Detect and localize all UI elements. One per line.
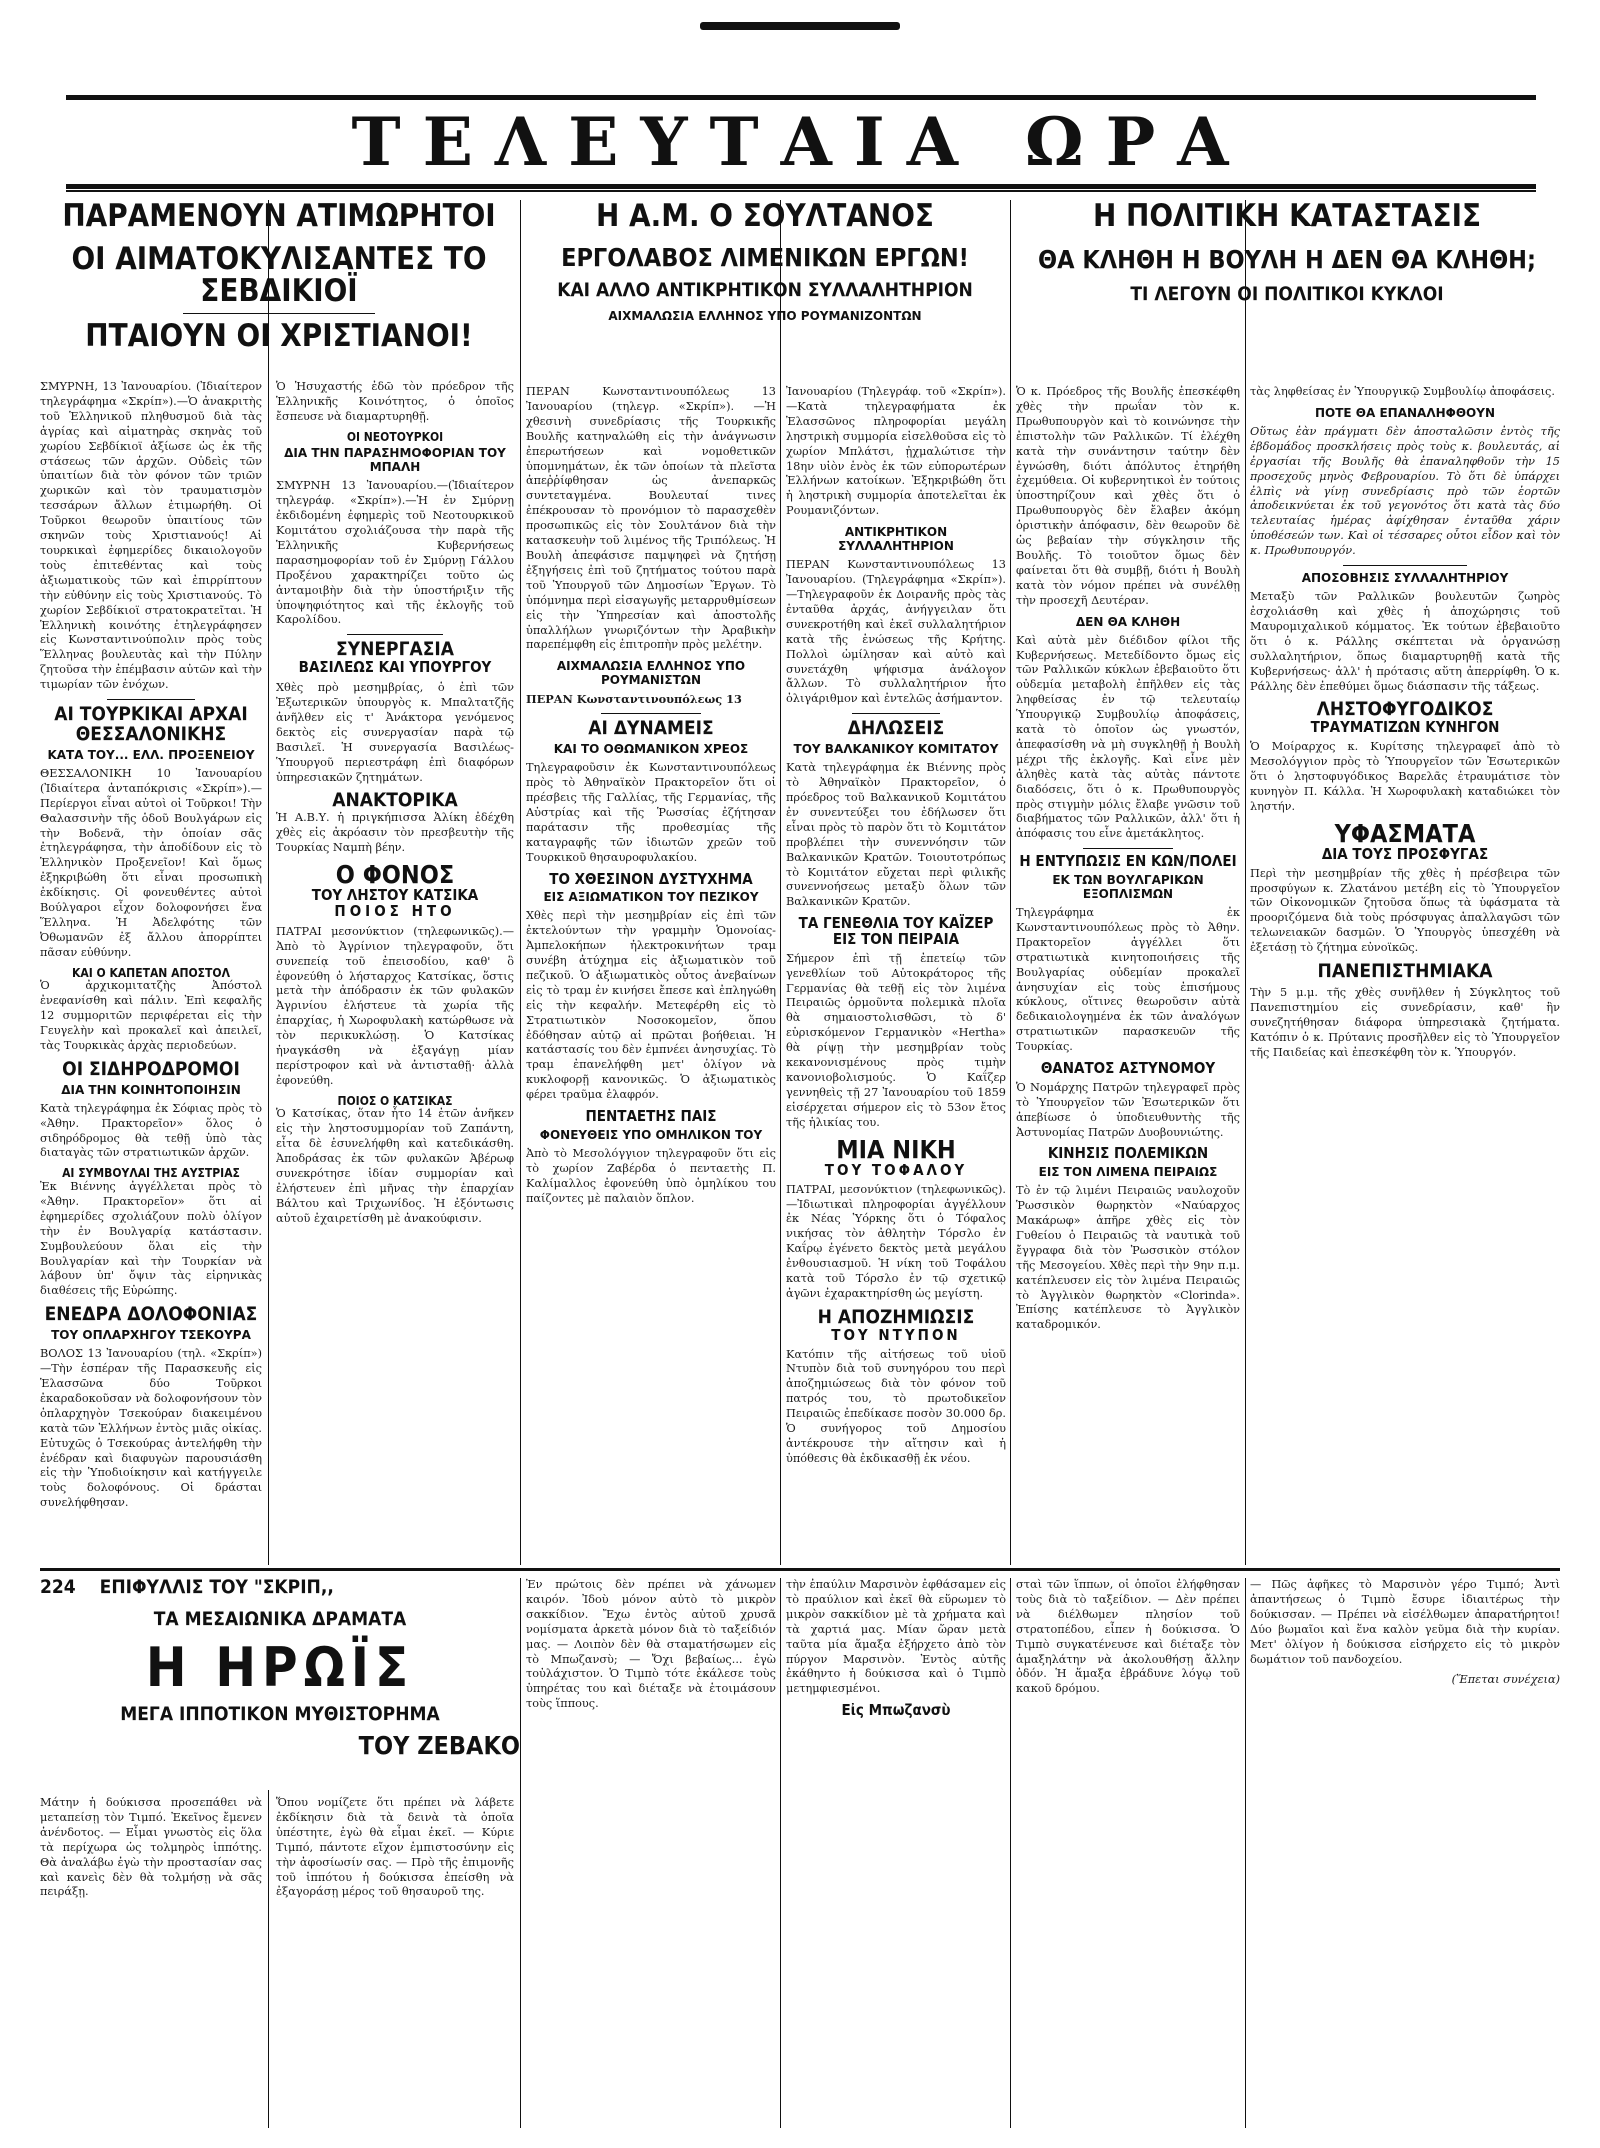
- serial-title-block: [40, 1578, 520, 1788]
- headline: ΟΙ ΣΙΔΗΡΟΔΡΟΜΟΙ: [62, 1057, 240, 1080]
- headline: ΘΑ ΚΛΗΘΗ Η ΒΟΥΛΗ Η ΔΕΝ ΘΑ ΚΛΗΘΗ;: [1037, 244, 1537, 274]
- divider: [1343, 565, 1467, 566]
- headline: ΚΙΝΗΣΙΣ ΠΟΛΕΜΙΚΩΝ: [1047, 1144, 1209, 1163]
- deck: ΔΙΑ ΤΗΝ ΚΟΙΝΗΤΟΠΟΙΗΣΙΝ: [61, 1082, 241, 1097]
- headline: ΑΙ ΤΟΥΡΚΙΚΑΙ ΑΡΧΑΙ ΘΕΣΣΑΛΟΝΙΚΗΣ: [54, 703, 248, 745]
- masthead-underline: [66, 190, 1536, 192]
- article-body: Τὴν 5 μ.μ. τῆς χθὲς συνῆλθεν ἡ Σύγκλητος τοῦ Πανεπιστημίου εἰς συνεδρίασιν, καθ' ἣν συνεζητήθησαν διάφορα ὑπηρεσιακὰ ζητήματα. Κατόπιν ὁ κ. Πρύτανις προσῆλθεν εἰς τὸ Ὑπουργεῖον τῆς Παιδείας καὶ ἐπεσκέφθη τὸν κ. Ὑπουργόν.: [1250, 986, 1560, 1059]
- article-body: Ὁ κ. Πρόεδρος τῆς Βουλῆς ἐπεσκέφθη χθὲς τὴν πρωΐαν τὸν κ. Πρωθυπουργὸν καὶ τὸ κοινώνησε τὴν ἐπιστολὴν τῶν Ραλλικῶν. Τί ἐλέχθη κατὰ τὴν συνάντησιν ταύτην δὲν ἐγνώσθη, διότι ἀπόλυτος ἐτηρήθη ἐχεμύθεια. Οἱ κυβερνητικοὶ ἐν τούτοις ὑποστηρίζουν καὶ χθὲς ὅτι ὁ Πρωθυπουργὸς δὲν ἔλαβεν ἀκόμη ὁριστικὴν ἀπόφασιν, δὲν θεωροῦν δὲ ὡς βεβαίαν τὴν σύγκλησιν τῆς Βουλῆς. Τὸ τοιοῦτον ὅμως δὲν φαίνεται ὅτι θὰ συμβῇ, διότι ἡ Βουλὴ κατὰ τὸν νόμον πρέπει νὰ συνέλθῃ τὴν προσεχῆ Δευτέραν.: [1016, 385, 1240, 607]
- deck: ΕΚ ΤΩΝ ΒΟΥΛΓΑΡΙΚΩΝ ΕΞΟΠΛΙΣΜΩΝ: [1052, 873, 1204, 902]
- article-body: Τηλεγράφημα ἐκ Κωνσταντινουπόλεως πρὸς τὸ Ἀθην. Πρακτορεῖον ἀγγέλλει ὅτι στρατιωτικὰ κινητοποιήσεις τῆς Βουλγαρίας οὐδεμίαν προκαλεῖ ἀνησυχίαν εἰς τοὺς ἐπισήμους κύκλους, οἵτινες θεωροῦσιν αὐτὰ δεδικαιολογημένα ἐκ τῶν ἀναλόγων στρατιωτικῶν παρασκευῶν τῆς Τουρκίας.: [1016, 906, 1240, 1054]
- column-rule: [1010, 200, 1011, 1565]
- headline: ΤΑ ΓΕΝΕΘΛΙΑ ΤΟΥ ΚΑΪΖΕΡ: [798, 914, 994, 933]
- column-rule: [780, 200, 781, 1565]
- article-body: Ὁ Κατσίκας, ὅταν ἦτο 14 ἐτῶν ἀνῆκεν εἰς τὴν ληστοσυμμορίαν τοῦ Ζαπάντη, εἶτα δὲ ἐσυνελήφθη καὶ κατεδικάσθη. Ἀποδράσας ἐκ τῶν φυλακῶν Ἀβέρωφ συνεκρότησε ἰδίαν συμμορίαν καὶ ἐλήστευεν ἐπὶ μῆνας τὴν ἐπαρχίαν Βάλτου καὶ Τριχωνίδος. Ἡ ἐξόντωσις αὐτοῦ ἐχαιρετίσθη μὲ ἀνακούφισιν.: [276, 1107, 514, 1225]
- headline: ΛΗΣΤΟΦΥΓΟΔΙΚΟΣ: [1316, 698, 1494, 721]
- serial-divider: [40, 1568, 1560, 1571]
- column-3: [526, 385, 776, 1565]
- serial-subhead: Εἰς Μπωζανσὺ: [841, 1701, 951, 1720]
- political-story-header: [1014, 200, 1560, 375]
- divider: [601, 713, 701, 714]
- article-body: Χθὲς πρὸ μεσημβρίας, ὁ ἐπὶ τῶν Ἐξωτερικῶν ὑπουργὸς κ. Μπαλτατζῆς ἀνῆλθεν εἰς τ' Ἀνάκτορα γενόμενος δεκτὸς εἰς συνεργασίαν παρὰ τῷ Βασιλεῖ. Ἡ συνεργασία Βασιλέως-Ὑπουργοῦ περιεστράφη ἐπὶ διαφόρων ὑπηρεσιακῶν ζητημάτων.: [276, 681, 514, 784]
- deck: ΚΑΤΑ ΤΟΥ... ΕΛΛ. ΠΡΟΞΕΝΕΙΟΥ: [47, 747, 255, 762]
- article-body: Ὁ Ἡσυχαστής ἐδῶ τὸν πρόεδρον τῆς Ἑλληνικῆς Κοινότητος, ὁ ὁποῖος ἔσπευσε νὰ διαμαρτυρηθῇ.: [276, 380, 514, 423]
- serial-column-4: [786, 1578, 1006, 2128]
- column-5: [1016, 385, 1240, 1565]
- article-body: ΣΜΥΡΝΗ 13 Ἰανουαρίου.—(Ἰδιαίτερον τηλεγράφ. «Σκρίπ»).—Ἡ ἐν Σμύρνῃ ἐκδιδομένη ἐφημερὶς τοῦ Νεοτουρκικοῦ Κομιτάτου σχολιάζουσα τὴν παρὰ τῆς Ἑλληνικῆς Κυβερνήσεως παρασημοφορίαν τοῦ ἐν Σμύρνῃ Γάλλου Προξένου χαρακτηρίζει τοῦτο ὡς ἀνταμοιβὴν διὰ τὴν ὑποστήριξιν τῆς ὑποψηφιότητος καὶ τῆς ἐκλογῆς τοῦ Καρολίδου.: [276, 479, 514, 627]
- headline: ΑΙ ΔΥΝΑΜΕΙΣ: [588, 717, 714, 740]
- article-body: Ὁ Μοίραρχος κ. Κυρίτσης τηλεγραφεῖ ἀπὸ τὸ Μεσολόγγιον πρὸς τὸ Ὑπουργεῖον τῶν Ἐσωτερικῶν ὅτι ὁ ληστοφυγόδικος Βαρελᾶς ἐτραυμάτισε τὸν κυνηγὸν Π. Κάλλα. Ἡ Χωροφυλακὴ καταδιώκει τὸν ληστήν.: [1250, 740, 1560, 813]
- serial-text: Μάτην ἡ δούκισσα προσεπάθει νὰ μεταπείσῃ τὸν Τιμπό. Ἐκεῖνος ἔμενεν ἀνένδοτος. — Εἶμαι γνωστὸς εἰς ὅλα τὰ περίχωρα ὡς τολμηρὸς ἱππότης. Θὰ ἀναλάβω ἐγὼ τὴν προστασίαν σας καὶ κανεὶς δὲν θὰ τολμήσῃ νὰ σᾶς πειράξῃ.: [40, 1796, 262, 1899]
- headline: ΠΤΑΙΟΥΝ ΟΙ ΧΡΙΣΤΙΑΝΟΙ!: [85, 317, 473, 354]
- divider: [1083, 848, 1173, 849]
- column-rule: [1245, 200, 1246, 1565]
- headline: Ο ΦΟΝΟΣ: [335, 860, 455, 890]
- serial-column-5: [1016, 1578, 1240, 2128]
- article-body: ΣΜΥΡΝΗ, 13 Ἰανουαρίου. (Ἰδιαίτερον τηλεγράφημα «Σκρίπ»).—Ὁ ἀνακριτὴς τοῦ Ἑλληνικοῦ πληθυσμοῦ διὰ τὰς ἀγρίας καὶ αἱματηρὰς σκηνὰς τοῦ χωρίου Σεβδίκιοϊ ἀξίωσε ὡς ἐκ τῆς στάσεως τῶν ἀρχῶν. Οὐδεὶς τῶν ὑπαιτίων διὰ τὸν φόνον τῶν τριῶν χωρικῶν καὶ τὸν τραυματισμὸν τεσσάρων ἄλλων ἐτιμωρήθη. Οἱ Τοῦρκοι θεωροῦν ὑπαιτίους τῶν σκηνῶν τοὺς Χριστιανούς! Αἱ τουρκικαὶ ἐφημερίδες δικαιολογοῦν τοὺς ἐπιτεθέντας καὶ τοὺς ἀξιωματικοὺς τῶν καὶ ἐπιρρίπτουν τὴν εὐθύνην εἰς τοὺς Χριστιανούς. Τὸ χωρίον Σεβδίκιοϊ στρατοκρατεῖται. Ἡ Ἑλληνικὴ κοινότης ἐτηλεγράφησεν εἰς Κωνσταντινούπολιν πρὸς τοὺς Ἕλληνας βουλευτὰς καὶ τὴν Πύλην ζητοῦσα τὴν ἐπέμβασιν αὐτῶν καὶ τὴν τιμωρίαν τῶν ἐνόχων.: [40, 380, 262, 692]
- headline: ΔΙΑ ΤΟΥΣ ΠΡΟΣΦΥΓΑΣ: [1321, 844, 1489, 863]
- headline: ΘΑΝΑΤΟΣ ΑΣΤΥΝΟΜΟΥ: [1040, 1059, 1216, 1078]
- serial-header-text: ΕΠΙΦΥΛΛΙΣ ΤΟΥ "ΣΚΡΙΠ,,: [99, 1578, 334, 1598]
- deck: ΑΙΧΜΑΛΩΣΙΑ ΕΛΛΗΝΟΣ ΥΠΟ ΡΟΥΜΑΝΙΖΟΝΤΩΝ: [608, 308, 922, 323]
- serial-text: τὴν ἐπαύλιν Μαρσινὸν ἐφθάσαμεν εἰς τὸ πραύλιον καὶ ἐκεῖ θὰ εὕρωμεν τὸ μικρὸν σακκίδιον μὲ τὰ χρήματα καὶ τὰ χαρτιά μας. Μίαν ὥραν μετὰ ταῦτα μία ἅμαξα ἐξήρχετο ἀπὸ τὸν πύργον Μαρσινὸν. Ἐντὸς αὐτῆς ἐκάθηντο ἡ δούκισσα καὶ ὁ Τιμπὸ μετημφιεσμένοι.: [786, 1578, 1006, 1696]
- deck: ΕΙΣ ΤΟΝ ΛΙΜΕΝΑ ΠΕΙΡΑΙΩΣ: [1038, 1165, 1218, 1180]
- article-body: Χθὲς περὶ τὴν μεσημβρίαν εἰς ἐπὶ τῶν ἐκτελούντων τὴν γραμμὴν Ὁμονοίας-Ἀμπελοκήπων ἠλεκτροκινήτων τραμ συνέβη ἀτύχημα εἰς ἀξιωματικὸν τοῦ πεζικοῦ. Ὁ ἀξιωματικὸς οὗτος ἀνεβαίνων εἰς τὸ τραμ ἐν κινήσει ἔπεσε καὶ ἐπληγώθη εἰς τὴν κεφαλήν. Μετεφέρθη εἰς τὸ Στρατιωτικὸν Νοσοκομεῖον, ὅπου ἐδόθησαν αὐτῷ αἱ πρῶται βοήθειαι. Ἡ κατάστασίς του δὲν ἐμπνέει ἀνησυχίας. Τὸ τραμ ἐπανελήφθη μετ' ὀλίγον νὰ κυκλοφορῇ κανονικῶς. Ὁ ἀξιωματικὸς φέρει τραῦμα ἐλαφρόν.: [526, 909, 776, 1102]
- serial-series: ΤΑ ΜΕΣΑΙΩΝΙΚΑ ΔΡΑΜΑΤΑ: [153, 1607, 407, 1630]
- headline: ΜΙΑ ΝΙΚΗ: [836, 1134, 956, 1164]
- headline: ΤΙ ΛΕΓΟΥΝ ΟΙ ΠΟΛΙΤΙΚΟΙ ΚΥΚΛΟΙ: [1130, 282, 1444, 305]
- headline: ΕΝΕΔΡΑ ΔΟΛΟΦΟΝΙΑΣ: [44, 1303, 258, 1326]
- article-body: Μεταξὺ τῶν Ραλλικῶν βουλευτῶν ζωηρὸς ἐσχολιάσθη καὶ χθὲς ἡ ἀποχώρησις τοῦ Μαυρομιχαλικοῦ κόμματος. Ἐκ τούτων ἐβεβαιοῦτο ὅτι ὁ κ. Ράλλης σκέπτεται νὰ ὀργανώσῃ συλλαλητήριον, ὅπως διαμαρτυρηθῇ κατὰ τῆς Κυβερνήσεως· ἀλλ' ἡ πρότασις αὕτη ἀπερρίφθη. Ὁ κ. Ράλλης δὲν ἐπεθύμει ὅμως διάσπασιν τῆς τάξεως.: [1250, 590, 1560, 693]
- article-body: Κατὰ τηλεγράφημα ἐκ Βιέννης πρὸς τὸ Ἀθηναϊκὸν Πρακτορεῖον, ὁ πρόεδρος τοῦ Βαλκανικοῦ Κομιτάτου ἐν συνεντεύξει του ἐδήλωσεν ὅτι εἶναι πρὸς τὸ παρὸν ὅτι τὸ Κομιτάτον προβλέπει τὴν συνεννόησιν τῶν Βαλκανικῶν Κρατῶν. Τοιουτοτρόπως τὸ Κομιτάτον εὔχεται περὶ φιλικῆς συνεννοήσεως μεταξὺ ὅλων τῶν Βαλκανικῶν Κρατῶν.: [786, 761, 1006, 909]
- column-rule: [1010, 1578, 1011, 2128]
- divider: [183, 313, 374, 314]
- article-body: Σήμερον ἐπὶ τῇ ἐπετείῳ τῶν γενεθλίων τοῦ Αὐτοκράτορος τῆς Γερμανίας θὰ τεθῇ εἰς τὸν λιμένα Πειραιῶς ὁρμοῦντα πολεμικὰ πλοῖα θὰ σημαιοστολισθῶσι, τὸ δ' εὑρισκόμενον Γερμανικὸν «Hertha» θὰ ρίψῃ τὴν μεσημβρίαν τοὺς κεκανονισμένους πρὸς τιμὴν κανονιοβολισμούς. Ὁ Καΐζερ γεννηθεὶς τῇ 27 Ἰανουαρίου τοῦ 1859 εἰσέρχεται σήμερον εἰς τὸ 53ον ἔτος τῆς ἡλικίας του.: [786, 951, 1006, 1129]
- column-rule: [268, 200, 269, 1565]
- article-body: τὰς ληφθείσας ἐν Ὑπουργικῷ Συμβουλίῳ ἀποφάσεις.: [1250, 385, 1555, 398]
- serial-title: Η ΗΡΩΪΣ: [145, 1635, 415, 1699]
- divider: [347, 634, 442, 635]
- article-body: Ἀπὸ τὸ Μεσολόγγιον τηλεγραφοῦν ὅτι εἰς τὸ χωρίον Ζαβέρδα ὁ πενταετὴς Π. Καλίμαλλος ἐφονεύθη ὑπὸ ὁμηλίκου του παίζοντες μὲ παλαιὸν ὅπλον.: [526, 1146, 776, 1205]
- serial-column-2: [276, 1796, 514, 2128]
- headline: ΤΟ ΧΘΕΣΙΝΟΝ ΔΥΣΤΥΧΗΜΑ: [549, 869, 753, 888]
- serial-column-6: [1250, 1578, 1560, 2128]
- headline: ΤΡΑΥΜΑΤΙΖΩΝ ΚΥΝΗΓΟΝ: [1310, 718, 1500, 737]
- serial-text: Ἐν πρώτοις δὲν πρέπει νὰ χάνωμεν καιρόν. Ἰδοὺ μόνον αὐτὸ τὸ μικρὸν σακκίδιον. Ἔχω ἐντὸς αὐτοῦ χρυσᾶ νομίσματα ἀρκετὰ μόνον διὰ τὸ ταξείδιόν μας. — Λοιπὸν δὲν θὰ σταματήσωμεν εἰς τὸ Μπωζανσὺ; — Ὄχι βεβαίως... ἐγὼ τοὐλάχιστον. Ὁ Τιμπὸ τότε ἐκάλεσε τοὺς ὑπηρέτας του καὶ διέταξε νὰ ἑτοιμάσουν τοὺς ἵππους.: [526, 1578, 776, 1711]
- column-rule: [268, 1790, 269, 2128]
- headline: ΠΕΝΤΑΕΤΗΣ ΠΑΙΣ: [585, 1107, 717, 1126]
- deck: ΑΝΤΙΚΡΗΤΙΚΟΝ ΣΥΛΛΑΛΗΤΗΡΙΟΝ: [838, 525, 954, 554]
- article-body: ΠΕΡΑΝ Κωνσταντινουπόλεως 13 Ἰανουαρίου (τηλεγρ. «Σκρίπ»). —Ἡ χθεσινὴ συνεδρίασις τῆς Τουρκικῆς Βουλῆς κατηναλώθη εἰς τὴν ἀνάγνωσιν ἐπερωτήσεων καὶ νομοθετικῶν ὑπομνημάτων, ἐκ τῶν ὁποίων τὰ πλεῖστα ἀπεῤῥίφθησαν ὡς ἀνεπαρκῶς συντεταγμένα. Βουλευταί τινες ἐπέκρουσαν τὸ προνόμιον τὸ παρασχεθὲν προσωπικῶς εἰς τὸν Σουλτάνον διὰ τὴν κατασκευὴν τοῦ λιμένος τῆς Τριπόλεως. Ἡ Βουλὴ ἀπεφάσισε παμψηφεὶ νὰ ζητήσῃ ἐξηγήσεις ἐπὶ τοῦ ζητήματος τούτου παρὰ τοῦ Ὑπουργοῦ τῶν Δημοσίων Ἔργων. Τὸ ὑπόμνημα περὶ εἰσαγωγῆς μεταρρυθμίσεων εἰς τὴν Ὑπηρεσίαν καὶ ἀποστολῆς ὑπαλλήλων γνωριζόντων τὴν Ἀραβικὴν παρεπέμφθη εἰς ἐπιτροπὴν πρὸς μελέτην.: [526, 385, 776, 652]
- dateline: ΠΕΡΑΝ Κωνσταντινουπόλεως 13: [526, 692, 742, 707]
- article-body: Ἐκ Βιέννης ἀγγέλλεται πρὸς τὸ «Ἀθην. Πρακτορεῖον» ὅτι αἱ ἐφημερίδες σχολιάζουν πολὺ ὀλίγον τὴν ἐν Βουλγαρίᾳ κατάστασιν. Συμβουλεύουν ὅλαι εἰς τὴν Βουλγαρίαν καὶ τὴν Τουρκίαν νὰ λάβουν ὑπ' ὄψιν τὰς εἰρηνικὰς διαθέσεις τῆς Εὐρώπης.: [40, 1179, 262, 1298]
- serial-footer: (Ἕπεται συνέχεια): [1451, 1673, 1560, 1687]
- article-body: Ὁ ἀρχικομιτατζὴς Ἀπόστολ ἐνεφανίσθη καὶ πάλιν. Ἐπὶ κεφαλῆς 12 συμμοριτῶν περιφέρεται εἰς τὴν Γευγελὴν καὶ προκαλεῖ καὶ ἀπειλεῖ, τὰς Τουρκικὰς ἀρχὰς περιοδεύων.: [40, 979, 262, 1052]
- article-body: Ἰανουαρίου (Τηλεγράφ. τοῦ «Σκρίπ»).—Κατὰ τηλεγραφήματα ἐκ Ἐλασσῶνος πληροφορίαι μεγάλη ληστρικὴ συμμορία εἰσελθοῦσα εἰς τὸ χωρίον Μπλάτσι, ᾐχμαλώτισε τὴν 18ην υἱὸν ἑνὸς ἐκ τῶν εὐπορωτέρων Ἑλλήνων κατοίκων. Ἐξηκριβώθη ὅτι ἡ ληστρικὴ συμμορία ἀποτελεῖται ἐκ Ρουμανιζόντων.: [786, 385, 1006, 518]
- headline: ΕΙΣ ΤΟΝ ΠΕΙΡΑΙΑ: [832, 929, 960, 948]
- headline: ΒΑΣΙΛΕΩΣ ΚΑΙ ΥΠΟΥΡΓΟΥ: [298, 658, 492, 677]
- deck: ΕΙΣ ΑΞΙΩΜΑΤΙΚΟΝ ΤΟΥ ΠΕΖΙΚΟΥ: [543, 890, 759, 905]
- column-6: [1250, 385, 1560, 1565]
- deck: ΤΟΥ ΒΑΛΚΑΝΙΚΟΥ ΚΟΜΙΤΑΤΟΥ: [793, 742, 999, 757]
- headline: ΤΟΥ ΛΗΣΤΟΥ ΚΑΤΣΙΚΑ: [311, 886, 479, 905]
- deck: ΚΑΙ ΤΟ ΟΘΩΜΑΝΙΚΟΝ ΧΡΕΟΣ: [553, 742, 749, 757]
- headline: ΠΟΙΟΣ Ο ΚΑΤΣΙΚΑΣ: [337, 1093, 453, 1108]
- serial-number: 224: [40, 1578, 76, 1598]
- article-body: ΘΕΣΣΑΛΟΝΙΚΗ 10 Ἰανουαρίου (Ἰδιαίτερα ἀνταπόκρισις «Σκρίπ»).—Περίεργοι εἶναι αὐτοὶ οἱ Τοῦρκοι! Τὴν Θαλασσινὴν τῆς ὁδοῦ Βουλγάρων εἰς τὴν Βοδενᾶ, τὴν ὁποίαν σᾶς ἐτηλεγράφησα, τὴν ἀποδίδουν εἰς τὸ Ἑλληνικὸν Προξενεῖον! Καὶ ὅμως ἐξηκριβώθη ὅτι εἶναι προσωπικὴ ἐκδίκησις. Οἱ φονευθέντες αὐτοὶ Βούλγαροι εἶχον δολοφονήσει ἕνα Ἕλληνα. Ἡ Ἀδελφότης τῶν Ὀθωμανῶν ἐξ ἄλλου ἀπορρίπτει πᾶσαν εὐθύνην.: [40, 766, 262, 959]
- article-body: Τηλεγραφοῦσιν ἐκ Κωνσταντινουπόλεως πρὸς τὸ Ἀθηναϊκὸν Πρακτορεῖον ὅτι οἱ πρέσβεις τῆς Γαλλίας, τῆς Γερμανίας, τῆς Αὐστρίας καὶ τῆς Ῥωσσίας ἐζήτησαν παράτασιν τῆς προθεσμίας τῆς καταγραφῆς τῶν ἰδιωτῶν χρεῶν τοῦ Τουρκικοῦ θησαυροφυλακίου.: [526, 761, 776, 864]
- headline: ΤΟΥ ΤΟΦΑΛΟΥ: [824, 1160, 968, 1179]
- headline: ΚΑΙ Ο ΚΑΠΕΤΑΝ ΑΠΟΣΤΟΛ: [72, 965, 230, 980]
- headline: ΕΡΓΟΛΑΒΟΣ ΛΙΜΕΝΙΚΩΝ ΕΡΓΩΝ!: [561, 242, 969, 272]
- article-body: ΠΑΤΡΑΙ μεσονύκτιον (τηλεφωνικῶς).—Ἀπὸ τὸ Ἀγρίνιον τηλεγραφοῦν, ὅτι συνεπείᾳ τοῦ ἐπεισοδίου, καθ' ὃ ἐφονεύθη ὁ λήσταρχος Κατσίκας, ὅστις μετὰ τὴν ἀπόδρασιν ἐκ τῶν φυλακῶν Ἀγρινίου ἐλήστευε τὰ χωρία τῆς ἐπαρχίας, ἡ Χωροφυλακὴ κατώρθωσε νὰ τὸν περικυκλώσῃ. Ὁ Κατσίκας ἠναγκάσθη νὰ ἐξαγάγῃ μίαν περίστροφον καὶ νὰ ἀντισταθῇ· ἀλλὰ ἐφονεύθη.: [276, 924, 514, 1087]
- headline: Η ΑΠΟΖΗΜΙΩΣΙΣ: [817, 1305, 975, 1328]
- deck: ΑΙΧΜΑΛΩΣΙΑ ΕΛΛΗΝΟΣ ΥΠΟ ΡΟΥΜΑΝΙΣΤΩΝ: [556, 659, 746, 688]
- serial-text: Ὅπου νομίζετε ὅτι πρέπει νὰ λάβετε ἐκδίκησιν διὰ τὰ δεινὰ τὰ ὁποῖα ὑπέστητε, ἐγὼ θὰ εἶμαι ἐκεῖ. — Κύριε Τιμπό, πάντοτε εἴχον ἐμπιστοσύνην εἰς τὴν ἀφοσίωσίν σας. — Πρὸ τῆς ἐπιμονῆς τοῦ ἱππότου ἡ δούκισσα ἐπείσθη νὰ ἐξαγοράσῃ μέρος τοῦ θησαυροῦ της.: [276, 1796, 514, 1899]
- divider: [852, 713, 940, 714]
- column-rule: [780, 1578, 781, 2128]
- serial-column-3: [526, 1578, 776, 2128]
- headline: Η Α.Μ. Ο ΣΟΥΛΤΑΝΟΣ: [596, 200, 934, 234]
- headline: ΣΥΝΕΡΓΑΣΙΑ: [336, 638, 454, 661]
- article-body: Κατόπιν τῆς αἰτήσεως τοῦ υἱοῦ Ντυπὸν διὰ τοῦ συνηγόρου του περὶ ἀποζημιώσεως διὰ τὸν φόνον τοῦ πατρός του, τὸ πρωτοδικεῖον Πειραιῶς ἐπεδίκασε ποσὸν 30.000 δρ. Ὁ συνήγορος τοῦ Δημοσίου ἀντέκρουσε τὴν αἴτησιν καὶ ἡ ὑπόθεσις θὰ ἐκδικασθῇ ἐκ νέου.: [786, 1347, 1006, 1465]
- column-1: [40, 380, 262, 1565]
- deck: ΔΕΝ ΘΑ ΚΛΗΘΗ: [1075, 614, 1181, 629]
- column-rule: [1245, 1578, 1246, 2128]
- article-body: Οὕτως ἐὰν πράγματι δὲν ἀποσταλῶσιν ἐντὸς τῆς ἑβδομάδος προσκλήσεις πρὸς τοὺς κ. βουλευτάς, αἱ ἐργασίαι τῆς Βουλῆς θὰ ἐπαναληφθοῦν τὴν 15 προσεχοῦς μηνὸς Φεβρουαρίου. Τὸ ὅτι δὲ ὑπάρχει ἐλπὶς νὰ γίνῃ συνεδρίασις πρὸ τῶν ἑορτῶν ἀποδεικνύεται ἐκ τοῦ γεγονότος ὅτι κατὰ τὰς δύο τελευταίας ἡμέρας ἀφίχθησαν ἐνταῦθα χάριν ὑποθέσεών των. Καὶ οἱ τέσσαρες οὗτοι εἶδον καὶ τὸν κ. Πρωθυπουργόν.: [1250, 424, 1560, 558]
- headline: ΔΗΛΩΣΕΙΣ: [847, 717, 945, 740]
- headline: ΑΝΑΚΤΟΡΙΚΑ: [332, 789, 458, 812]
- serial-text: σταὶ τῶν ἵππων, οἱ ὁποῖοι ἐλήφθησαν τοὺς διὰ τὸ ταξείδιον. — Δὲν πρέπει νὰ διέλθωμεν πλησίον τοῦ στρατοπέδου, εἶπεν ἡ δούκισσα. Ὁ Τιμπὸ συγκατένευσε καὶ διέταξε τὸν ἁμαξηλάτην νὰ ἀκολουθήσῃ ἄλλην ὁδόν. Ἡ ἅμαξα ἐβράδυνε λόγῳ τοῦ κακοῦ δρόμου.: [1016, 1578, 1240, 1696]
- serial-column-1: [40, 1796, 262, 2128]
- article-body: Τὸ ἐν τῷ λιμένι Πειραιῶς ναυλοχοῦν Ῥωσσικὸν θωρηκτὸν «Ναύαρχος Μακάρωφ» ἀπῆρε χθὲς εἰς τὸν Γυθείου ὁ Πειραιῶς τὰ ναυτικὰ τοῦ ἔγγραφα διὰ τὸν Ῥωσσικὸν στόλον τῆς Μεσογείου. Χθὲς περὶ τὴν 9ην π.μ. κατέπλευσεν εἰς τὸν λιμένα Πειραιῶς τὸ Ἀγγλικὸν θωρηκτὸν «Clorinda». Ἐπίσης κατέπλευσε τὸ Ἀγγλικὸν καταδρομικόν.: [1016, 1184, 1240, 1332]
- column-rule: [520, 200, 521, 1565]
- headline: ΚΑΙ ΑΛΛΟ ΑΝΤΙΚΡΗΤΙΚΟΝ ΣΥΛΛΑΛΗΤΗΡΙΟΝ: [557, 278, 973, 301]
- serial-subtitle: ΜΕΓΑ ΙΠΠΟΤΙΚΟΝ ΜΥΘΙΣΤΟΡΗΜΑ: [120, 1702, 440, 1725]
- serial-author: ΤΟΥ ΖΕΒΑΚΟ: [358, 1730, 520, 1760]
- headline: ΠΑΡΑΜΕΝΟΥΝ ΑΤΙΜΩΡΗΤΟΙ: [62, 200, 496, 234]
- article-body: ΒΟΛΟΣ 13 Ἰανουαρίου (τηλ. «Σκρίπ»)—Τὴν ἑσπέραν τῆς Παρασκευῆς εἰς Ἑλασσῶνα δύο Τοῦρκοι ἐκαραδοκοῦσαν νὰ δολοφονήσουν τὸν ὁπλαρχηγὸν Τσεκούραν διακειμένου κατὰ τῶν Ἑλλήνων ἐντὸς μιᾶς οἰκίας. Εὐτυχῶς ὁ Τσεκούρας ἀντελήφθη τὴν ἐνέδραν καὶ διαφυγὼν παρουσιάσθη εἰς τὴν Ὑποδιοίκησιν καὶ κατήγγειλε τοὺς δολοφόνους. Οἱ δράσται συνελήφθησαν.: [40, 1347, 262, 1510]
- column-rule: [520, 1578, 521, 2128]
- deck: ΠΟΤΕ ΘΑ ΕΠΑΝΑΛΗΦΘΟΥΝ: [1315, 405, 1495, 420]
- divider: [107, 699, 196, 700]
- article-body: Περὶ τὴν μεσημβρίαν τῆς χθὲς ἡ πρέσβειρα τῶν προσφύγων κ. Ζλατάνου μετέβη εἰς τὸ Ὑπουργεῖον τῶν Οἰκονομικῶν ζητοῦσα ὅπως τὰ ὑφάσματα τὰ προοριζόμενα διὰ τοὺς πρόσφυγας ἀπαλλαγῶσι τῶν τελωνειακῶν δασμῶν. Ὁ Ὑπουργὸς ὑπεσχέθη νὰ ἐξετάσῃ τὸ ζήτημα εὐνοϊκῶς.: [1250, 866, 1560, 955]
- deck: ΤΟΥ ΟΠΛΑΡΧΗΓΟΥ ΤΣΕΚΟΥΡΑ: [51, 1328, 251, 1343]
- article-body: Ὁ Νομάρχης Πατρῶν τηλεγραφεῖ πρὸς τὸ Ὑπουργεῖον τῶν Ἐσωτερικῶν ὅτι ἀπεβίωσε ὁ ὑποδιευθυντὴς τῆς Ἀστυνομίας Πατρῶν Δυοβουνιώτης.: [1016, 1080, 1240, 1139]
- serial-header: [40, 1578, 520, 1598]
- headline: ΥΦΑΣΜΑΤΑ: [1334, 818, 1476, 848]
- article-body: Ἡ Α.Β.Υ. ἡ πριγκήπισσα Ἀλίκη ἐδέχθη χθὲς εἰς ἀκρόασιν τὸν πρεσβευτὴν τῆς Τουρκίας Ναμπὴ βέην.: [276, 811, 514, 855]
- article-body: ΠΑΤΡΑΙ, μεσονύκτιον (τηλεφωνικῶς).—Ἰδιωτικαὶ πληροφορίαι ἀγγέλλουν ἐκ Νέας Ὑόρκης ὅτι ὁ Τόφαλος νικήσας τὸν ἀθλητὴν Τόρσλο ἐν Καΐρῳ ἐγένετο δεκτὸς μετὰ μεγάλου ἐνθουσιασμοῦ. Ἡ νίκη τοῦ Τοφάλου κατὰ τοῦ Τόρσλο ἐν τῷ σχετικῷ ἀγῶνι ἐχαρακτηρίσθη ὡς μεγίστη.: [786, 1182, 1006, 1300]
- deck: ΦΟΝΕΥΘΕΙΣ ΥΠΟ ΟΜΗΛΙΚΟΝ ΤΟΥ: [539, 1127, 763, 1142]
- masthead: [66, 95, 1536, 189]
- top-ornament: [700, 22, 900, 30]
- article-body: Καὶ αὐτὰ μὲν διέδιδον φίλοι τῆς Κυβερνήσεως. Μετεδίδοντο ὅμως εἰς τῶν Ραλλικῶν κύκλων ἐβεβαιοῦτο ὅτι οὐδεμία μεταβολὴ ἐπῆλθεν εἰς τὰς ληφθείσας ἐν τῷ τελευταίῳ Ὑπουργικῷ Συμβουλίῳ ἀποφάσεις, κατὰ τὸ ὁποῖον ὡς γνωστόν, ἀπεφασίσθη νὰ μὴ συγκληθῇ ἡ Βουλὴ μέχρι τῆς ἐκλογῆς. Καὶ εἶνε μὲν ἀληθὲς κατὰ τὰς αὐτὰς πάντοτε διαδόσεις, ὅτι ὁ κ. Πρωθυπουργὸς πρὸς στιγμὴν μόλις ἔλαβε γνῶσιν τοῦ διαβήματος τῶν Ραλλικῶν, ἀλλ' ὅτι ἡ ἀπόφασις του εἶνε ἀμετάκλητος.: [1016, 633, 1240, 841]
- deck: ΑΠΟΣΟΒΗΣΙΣ ΣΥΛΛΑΛΗΤΗΡΙΟΥ: [1301, 571, 1509, 586]
- deck: ΔΙΑ ΤΗΝ ΠΑΡΑΣΗΜΟΦΟΡΙΑΝ ΤΟΥ ΜΠΑΛΗ: [284, 446, 506, 475]
- article-body: ΠΕΡΑΝ Κωνσταντινουπόλεως 13 Ἰανουαρίου. (Τηλεγράφημα «Σκρίπ»).—Τηλεγραφοῦν ἐκ Δοιρανῆς πρὸς τὰς ἐνταῦθα ἀρχάς, ἀνήγγειλαν ὅτι συνεκροτήθη καὶ ἐκεῖ συλλαλητήριον κατὰ τῆς ἑνώσεως τῆς Κρήτης. Πολλοὶ ὡμίλησαν καὶ αὐτὸ καὶ συνετάχθη ψήφισμα ἀνάλογον ἄλλων. Τὸ συλλαλητήριον ἦτο ὀλιγάριθμον καὶ ἐντελῶς ἀσήμαντον.: [786, 558, 1006, 706]
- article-body: Κατὰ τηλεγράφημα ἐκ Σόφιας πρὸς τὸ «Ἀθην. Πρακτορεῖον» ὅλος ὁ σιδηρόδρομος θὰ τεθῇ ὑπὸ τὰς διαταγὰς τῶν στρατιωτικῶν ἀρχῶν.: [40, 1101, 262, 1160]
- column-4: [786, 385, 1006, 1565]
- headline: ΤΟΥ ΝΤΥΠΟΝ: [831, 1325, 961, 1344]
- lead-story-header: [40, 200, 518, 375]
- headline: ΟΙ ΝΕΟΤΟΥΡΚΟΙ: [346, 429, 444, 444]
- headline: ΟΙ ΑΙΜΑΤΟΚΥΛΙΣΑΝΤΕΣ ΤΟ ΣΕΒΔΙΚΙΟΪ: [71, 240, 487, 310]
- headline: ΠΑΝΕΠΙΣΤΗΜΙΑΚΑ: [1317, 960, 1493, 983]
- serial-text: — Πῶς ἀφῆκες τὸ Μαρσινὸν γέρο Τιμπό; Ἀντὶ ἀπαντήσεως ὁ Τιμπὸ ἔσυρε ἰδιαιτέρως τὴν δούκισσαν. — Πρέπει νὰ εἰσέλθωμεν ἀπαρατήρητοι! Δύο βωμαῖοι καὶ ἕνα καλὸν γεῦμα διὰ τὴν κυρίαν. Μετ' ὀλίγον ἡ δούκισσα εἰσήρχετο εἰς τὸ μικρὸν δωμάτιον τοῦ πανδοχείου.: [1250, 1578, 1560, 1666]
- masthead-title: ΤΕΛΕΥΤΑΙΑ ΩΡΑ: [351, 103, 1251, 181]
- headline: Η ΠΟΛΙΤΙΚΗ ΚΑΤΑΣΤΑΣΙΣ: [1092, 200, 1482, 234]
- headline: Η ΕΝΤΥΠΩΣΙΣ ΕΝ ΚΩΝ/ΠΟΛΕΙ: [1019, 852, 1237, 871]
- headline: ΑΙ ΣΥΜΒΟΥΛΑΙ ΤΗΣ ΑΥΣΤΡΙΑΣ: [62, 1166, 240, 1181]
- column-2: [276, 380, 514, 1565]
- headline: ΠΟΙΟΣ ΗΤΟ: [334, 902, 456, 921]
- sultan-story-header: [524, 200, 1006, 375]
